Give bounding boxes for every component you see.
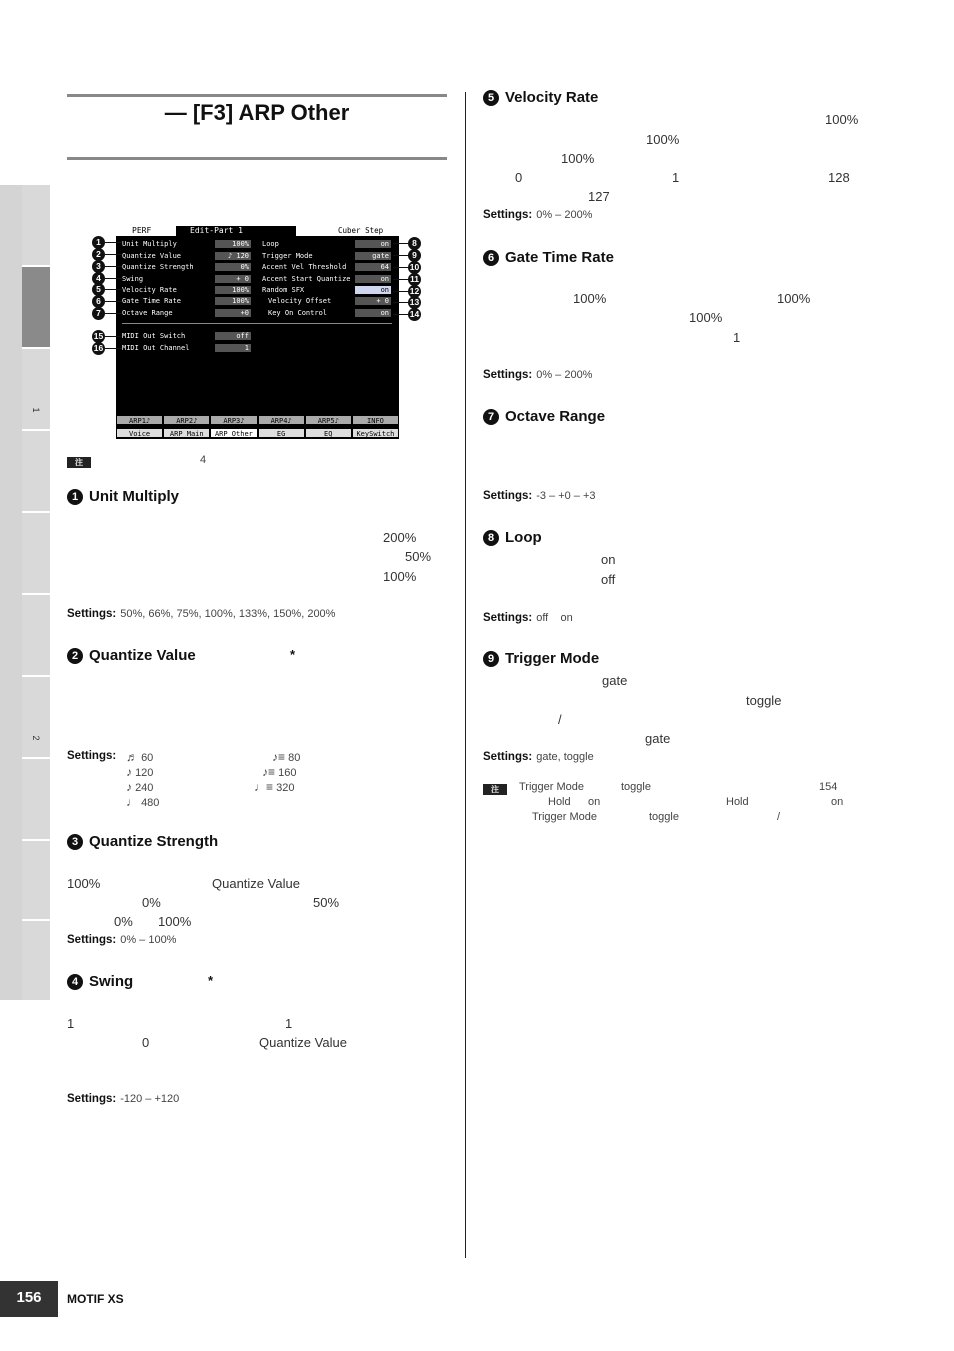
lcd-tab-arp3[interactable]: ARP3♪ [210,415,257,425]
page-title: — [F3] ARP Other [164,100,350,125]
product-name: MOTIF XS [67,1292,124,1306]
text-value: off [601,572,616,587]
callout-16: 16 [93,343,104,353]
text-value: gate [602,673,628,688]
callout-line [105,313,122,314]
text-value: toggle [746,693,782,708]
callout-line [105,289,122,290]
settings-unit-multiply: Settings: 50%, 66%, 75%, 100%, 133%, 150%, 200% [67,608,336,620]
settings-trigger-mode: Settings: gate, toggle [483,751,594,763]
sidebar-tab[interactable] [22,759,50,841]
sidebar-strip [0,185,22,1000]
sidebar-tab[interactable] [22,431,50,513]
page-number: 156 [0,1281,58,1317]
callout-line [105,278,122,279]
text-value: 50% [313,895,340,910]
callout-line [105,254,122,255]
callout-8: 8 [408,237,421,250]
callout-line [393,291,408,292]
lcd-tab-keyswitch[interactable]: KeySwitch [352,428,399,438]
text-value: 100% [383,569,417,584]
lcd-header-arp-name: Cuber Step [338,226,384,235]
text-value: 100% [646,132,680,147]
note-icon: 注 [483,784,507,795]
callout-line [393,267,408,268]
lcd-value-midi-out-channel[interactable]: 1 [215,344,251,352]
callout-line [393,302,408,303]
section-number: 2 [67,648,83,664]
callout-line [393,243,408,244]
note-text: Hold [726,796,749,808]
section-number: 4 [67,974,83,990]
asterisk: * [290,647,296,662]
sidebar-tab[interactable] [22,185,50,267]
callout-1: 1 [92,236,105,249]
lcd-value-octave-range[interactable]: +0 [215,309,251,317]
title-rule-top [67,94,447,97]
settings-swing: Settings: -120 – +120 [67,1093,180,1105]
callout-line [393,314,408,315]
sidebar-tab[interactable] [22,513,50,595]
lcd-value-accent-vel-threshold[interactable]: 64 [355,263,391,271]
settings-quantize-strength: Settings: 0% – 100% [67,934,177,946]
quantize-value-option: ♪ 120 [126,765,154,779]
text-value: Quantize Value [212,876,300,891]
callout-line [105,242,122,243]
text-value: 100% [689,310,723,325]
callout-13: 13 [409,297,420,307]
lcd-value-quantize-strength[interactable]: 0% [215,263,251,271]
callout-6: 6 [92,295,105,308]
callout-line [105,301,122,302]
lcd-divider [122,323,392,324]
lcd-param-swing: Swing [122,275,144,283]
section-octave-range-heading: 7 Octave Range [483,408,605,425]
settings-quantize-value-label: Settings: [67,750,117,762]
settings-loop: Settings: off on [483,612,573,624]
note-text: / [777,811,781,823]
callout-line [105,266,122,267]
text-value: 50% [405,549,432,564]
text-value: 200% [383,530,417,545]
text-value: gate [645,731,671,746]
lcd-value-key-on-control[interactable]: on [355,309,391,317]
text-value: 100% [67,876,101,891]
callout-5: 5 [92,283,105,296]
lcd-tabs-top [116,415,399,425]
text-value: 100% [825,112,859,127]
lcd-param-octave-range: Octave Range [122,309,173,317]
sidebar-tab[interactable] [22,921,50,1002]
lcd-param-velocity-rate: Velocity Rate [122,286,177,294]
text-value: 100% [158,914,192,929]
text-value: 0 [515,170,523,185]
lcd-param-accent-start-quantize: Accent Start Quantize [262,275,351,283]
lcd-param-gate-time-rate: Gate Time Rate [122,297,182,305]
lcd-header-mode: PERF [132,226,152,235]
lcd-value-accent-start-quantize[interactable]: on [355,275,391,283]
section-trigger-mode-heading: 9 Trigger Mode [483,650,599,667]
quantize-value-option: ♪≡ 160 [262,765,297,779]
lcd-param-accent-vel-threshold: Accent Vel Threshold [262,263,347,271]
quantize-value-option: ♩≡ 320 [254,780,295,794]
lcd-value-gate-time-rate[interactable]: 100% [215,297,251,305]
lcd-tab-arp5[interactable]: ARP5♪ [305,415,352,425]
lcd-tab-info[interactable]: INFO [352,415,399,425]
text-value: 100% [561,151,595,166]
text-value: 1 [733,330,741,345]
callout-11: 11 [410,274,419,284]
lcd-screen [116,226,399,439]
note-icon: 注 [67,457,91,468]
lcd-value-unit-multiply[interactable]: 100% [215,240,251,248]
sidebar-tab-2-label: 2 [31,735,41,741]
note-text: toggle [649,811,679,823]
note-text: 4 [200,454,207,466]
section-number: 5 [483,90,499,106]
text-value: Quantize Value [259,1035,347,1050]
section-number: 3 [67,834,83,850]
note-text: toggle [621,781,651,793]
quantize-value-option: ♪ 240 [126,780,154,794]
section-number: 9 [483,651,499,667]
settings-gate-time-rate: Settings: 0% – 200% [483,369,593,381]
callout-3: 3 [92,260,105,273]
note-text: Hold [548,796,571,808]
settings-octave-range: Settings: -3 – +0 – +3 [483,490,596,502]
lcd-tab-arp4[interactable]: ARP4♪ [258,415,305,425]
text-value: 1 [672,170,680,185]
sidebar-tab[interactable] [22,595,50,677]
lcd-value-quantize-value[interactable]: ♪ 120 [215,252,251,260]
sidebar-tab[interactable] [22,841,50,921]
note-text: Trigger Mode [532,811,598,823]
title-rule-bottom [67,157,447,160]
section-quantize-value-heading: 2 Quantize Value [67,647,196,664]
lcd-param-random-sfx: Random SFX [262,286,305,294]
quantize-value-option: ♪≡ 80 [272,750,301,764]
sidebar-tab-active[interactable] [22,267,50,349]
lcd-param-unit-multiply: Unit Multiply [122,240,177,248]
text-value: 100% [573,291,607,306]
text-value: 128 [828,170,850,185]
callout-9: 9 [408,249,421,262]
section-number: 7 [483,409,499,425]
lcd-tab-eg[interactable]: EG [258,428,305,438]
section-number: 1 [67,489,83,505]
quantize-value-option: ♬ 60 [126,750,154,764]
section-velocity-rate-heading: 5 Velocity Rate [483,89,598,106]
lcd-param-key-on-control: Key On Control [268,309,328,317]
callout-line [393,279,408,280]
callout-14: 14 [409,309,420,319]
callout-10: 10 [409,262,420,272]
callout-4: 4 [92,272,105,285]
section-swing-heading: 4 Swing [67,973,133,990]
section-loop-heading: 8 Loop [483,529,542,546]
lcd-tabs-bottom [116,428,399,438]
text-value: 100% [777,291,811,306]
settings-velocity-rate: Settings: 0% – 200% [483,209,593,221]
asterisk: * [208,973,214,988]
section-number: 6 [483,250,499,266]
callout-line [105,336,122,337]
sidebar-tab-1-label: 1 [31,407,41,413]
callout-7: 7 [92,307,105,320]
column-divider [465,92,466,1258]
note-text: 154 [819,781,838,793]
lcd-value-velocity-offset[interactable]: + 0 [355,297,391,305]
lcd-value-swing[interactable]: + 0 [215,275,251,283]
lcd-tab-arp-other[interactable]: ARP Other [210,428,257,438]
lcd-value-midi-out-switch[interactable]: off [215,332,251,340]
lcd-tab-arp1[interactable]: ARP1♪ [116,415,163,425]
callout-line [393,255,408,256]
text-value: 0 [142,1035,150,1050]
lcd-tab-arp2[interactable]: ARP2♪ [163,415,210,425]
lcd-value-loop[interactable]: on [355,240,391,248]
lcd-tab-voice[interactable]: Voice [116,428,163,438]
section-number: 8 [483,530,499,546]
text-value: 1 [67,1016,75,1031]
note-text: on [588,796,601,808]
callout-2: 2 [92,248,105,261]
text-value: on [601,552,616,567]
lcd-param-trigger-mode: Trigger Mode [262,252,313,260]
lcd-param-quantize-strength: Quantize Strength [122,263,194,271]
callout-12: 12 [409,286,420,296]
text-value: / [558,712,562,727]
lcd-param-midi-out-switch: MIDI Out Switch [122,332,186,340]
lcd-param-midi-out-channel: MIDI Out Channel [122,344,190,352]
lcd-tab-eq[interactable]: EQ [305,428,352,438]
quantize-value-option: ♩ 480 [126,795,160,809]
text-value: 1 [285,1016,293,1031]
section-unit-multiply-heading: 1 Unit Multiply [67,488,179,505]
lcd-param-velocity-offset: Velocity Offset [268,297,332,305]
note-text: Trigger Mode [519,781,585,793]
text-value: 0% [114,914,133,929]
callout-15: 15 [93,331,104,341]
callout-line [105,348,122,349]
text-value: 127 [588,189,610,204]
lcd-param-quantize-value: Quantize Value [122,252,182,260]
section-gate-time-rate-heading: 6 Gate Time Rate [483,249,614,266]
lcd-value-trigger-mode[interactable]: gate [355,252,391,260]
lcd-param-loop: Loop [262,240,279,248]
lcd-value-random-sfx[interactable]: on [355,286,391,294]
note-text: on [831,796,844,808]
text-value: 0% [142,895,161,910]
section-quantize-strength-heading: 3 Quantize Strength [67,833,218,850]
lcd-tab-arp-main[interactable]: ARP Main [163,428,210,438]
lcd-value-velocity-rate[interactable]: 100% [215,286,251,294]
lcd-header-part: Edit-Part 1 [176,226,296,236]
